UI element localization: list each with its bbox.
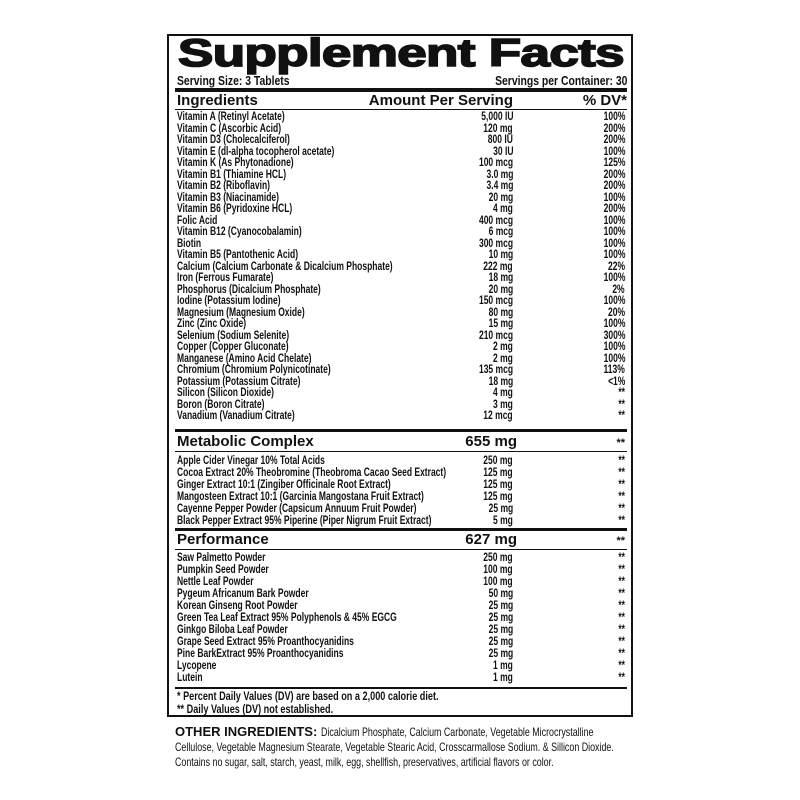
ingredient-dv: 113% bbox=[603, 364, 625, 376]
performance-dv: ** bbox=[616, 535, 625, 547]
ingredient-amount: 20 mg bbox=[488, 283, 513, 296]
ingredient-dv: 100% bbox=[603, 191, 625, 204]
ingredient-name: Vanadium (Vanadium Citrate) bbox=[177, 410, 295, 422]
contains-statement: Contains no sugar, salt, starch, yeast, milk, egg, shellfish, preservatives, artificial flavors or color. bbox=[175, 755, 554, 769]
ingredient-dv: ** bbox=[618, 648, 625, 660]
ingredient-row bbox=[177, 565, 627, 577]
ingredient-row bbox=[177, 492, 627, 504]
ingredient-dv: ** bbox=[618, 660, 625, 672]
other-ingredients-line2: Cellulose, Vegetable Magnesium Stearate, Vegetable Stearic Acid, Crosscarmallose Sodium. & Sillicon Dioxide. bbox=[175, 740, 614, 754]
footnote-dv: * Percent Daily Values (DV) are based on a 2,000 calorie diet. bbox=[177, 689, 439, 703]
ingredient-name: Pine BarkExtract 95% Proanthocyanidins bbox=[177, 648, 344, 660]
ingredient-dv: ** bbox=[618, 479, 625, 491]
ingredient-dv: ** bbox=[618, 624, 625, 636]
ingredient-name: Saw Palmetto Powder bbox=[177, 552, 266, 564]
ingredient-name: Phosphorus (Dicalcium Phosphate) bbox=[177, 283, 321, 296]
ingredient-amount: 50 mg bbox=[488, 588, 513, 600]
amount-header: Amount Per Serving bbox=[368, 92, 513, 109]
ingredient-dv: 100% bbox=[603, 295, 625, 307]
ingredient-amount: 250 mg bbox=[483, 455, 513, 467]
ingredient-dv: 100% bbox=[603, 352, 625, 365]
ingredient-row bbox=[177, 411, 627, 423]
performance-title: Performance bbox=[177, 531, 269, 548]
ingredient-amount: 4 mg bbox=[493, 203, 513, 215]
ingredient-name: Manganese (Amino Acid Chelate) bbox=[177, 352, 312, 365]
ingredient-name: Potassium (Potassium Citrate) bbox=[177, 375, 301, 388]
ingredient-amount: 100 mcg bbox=[478, 157, 513, 169]
ingredient-name: Vitamin E (dl-alpha tocopherol acetate) bbox=[177, 145, 335, 158]
ingredient-dv: 200% bbox=[603, 180, 625, 192]
ingredient-amount: 25 mg bbox=[488, 503, 513, 515]
ingredient-amount: 10 mg bbox=[488, 249, 513, 261]
ingredient-amount: 150 mcg bbox=[478, 295, 513, 307]
dv-header: % DV* bbox=[582, 92, 627, 109]
ingredient-amount: 3 mg bbox=[493, 398, 513, 411]
ingredient-dv: 20% bbox=[607, 306, 625, 319]
ingredient-amount: 300 mcg bbox=[478, 237, 513, 250]
ingredient-row bbox=[177, 227, 627, 239]
ingredient-name: Vitamin C (Ascorbic Acid) bbox=[177, 122, 282, 135]
serving-size: Serving Size: 3 Tablets bbox=[177, 73, 290, 88]
ingredient-name: Apple Cider Vinegar 10% Total Acids bbox=[177, 455, 325, 467]
ingredient-amount: 1 mg bbox=[493, 672, 513, 684]
ingredient-dv: ** bbox=[618, 387, 625, 399]
ingredient-dv: ** bbox=[618, 491, 625, 503]
ingredient-amount: 12 mcg bbox=[483, 410, 513, 422]
ingredient-dv: ** bbox=[618, 398, 625, 411]
ingredient-amount: 25 mg bbox=[488, 624, 513, 636]
ingredient-name: Grape Seed Extract 95% Proanthocyanidins bbox=[177, 636, 354, 648]
ingredient-name: Pygeum Africanum Bark Powder bbox=[177, 588, 309, 600]
ingredient-dv: 100% bbox=[603, 111, 625, 123]
ingredient-name: Ginkgo Biloba Leaf Powder bbox=[177, 624, 288, 636]
ingredient-name: Pumpkin Seed Powder bbox=[177, 564, 269, 576]
divider bbox=[175, 549, 627, 550]
ingredient-amount: 210 mcg bbox=[478, 329, 513, 342]
ingredient-name: Vitamin B6 (Pyridoxine HCL) bbox=[177, 203, 293, 215]
ingredient-amount: 1 mg bbox=[493, 660, 513, 672]
ingredient-amount: 4 mg bbox=[493, 387, 513, 399]
servings-per-container: Servings per Container: 30 bbox=[494, 73, 627, 88]
ingredient-dv: ** bbox=[618, 564, 625, 576]
ingredient-dv: 200% bbox=[603, 122, 625, 135]
ingredient-name: Green Tea Leaf Extract 95% Polyphenols & 45% EGCG bbox=[177, 612, 397, 624]
metabolic-title: Metabolic Complex bbox=[177, 433, 314, 450]
ingredient-name: Silicon (Silicon Dioxide) bbox=[177, 387, 274, 399]
ingredient-dv: ** bbox=[618, 455, 625, 467]
ingredient-dv: 100% bbox=[603, 249, 625, 261]
ingredient-name: Vitamin B3 (Niacinamide) bbox=[177, 191, 279, 204]
ingredient-row bbox=[177, 480, 627, 492]
ingredient-name: Mangosteen Extract 10:1 (Garcinia Mangostana Fruit Extract) bbox=[177, 491, 424, 503]
ingredient-dv: ** bbox=[618, 503, 625, 515]
ingredient-dv: ** bbox=[618, 552, 625, 564]
ingredient-amount: 125 mg bbox=[483, 467, 513, 479]
ingredient-row bbox=[177, 613, 627, 625]
ingredient-name: Vitamin B2 (Riboflavin) bbox=[177, 180, 270, 192]
ingredient-amount: 3.4 mg bbox=[486, 180, 513, 192]
ingredient-dv: 200% bbox=[603, 134, 625, 146]
ingredient-name: Vitamin B12 (Cyanocobalamin) bbox=[177, 226, 302, 238]
performance-amount: 627 mg bbox=[465, 531, 517, 548]
ingredient-amount: 2 mg bbox=[493, 352, 513, 365]
ingredient-amount: 800 IU bbox=[487, 134, 513, 146]
ingredient-name: Korean Ginseng Root Powder bbox=[177, 600, 298, 612]
ingredient-name: Cocoa Extract 20% Theobromine (Theobroma Cacao Seed Extract) bbox=[177, 467, 447, 479]
ingredient-dv: ** bbox=[618, 600, 625, 612]
ingredient-row bbox=[177, 468, 627, 480]
ingredient-amount: 5,000 IU bbox=[480, 111, 513, 123]
ingredient-row bbox=[177, 553, 627, 565]
divider bbox=[175, 109, 627, 110]
ingredient-amount: 222 mg bbox=[483, 260, 513, 273]
footnote-not-established: ** Daily Values (DV) not established. bbox=[177, 702, 334, 716]
ingredient-amount: 25 mg bbox=[488, 600, 513, 612]
ingredient-row bbox=[177, 649, 627, 661]
ingredient-amount: 3.0 mg bbox=[486, 168, 513, 181]
ingredient-dv: ** bbox=[618, 467, 625, 479]
ingredient-row bbox=[177, 661, 627, 673]
ingredient-name: Cayenne Pepper Powder (Capsicum Annuum Fruit Powder) bbox=[177, 503, 417, 515]
ingredient-name: Magnesium (Magnesium Oxide) bbox=[177, 306, 305, 319]
ingredient-dv: 100% bbox=[603, 341, 625, 353]
ingredient-name: Iodine (Potassium Iodine) bbox=[177, 295, 281, 307]
ingredient-row bbox=[177, 589, 627, 601]
ingredient-amount: 400 mcg bbox=[478, 214, 513, 227]
ingredient-name: Iron (Ferrous Fumarate) bbox=[177, 272, 274, 284]
divider bbox=[175, 429, 627, 432]
ingredient-amount: 125 mg bbox=[483, 479, 513, 491]
metabolic-amount: 655 mg bbox=[465, 433, 517, 450]
ingredient-dv: 100% bbox=[603, 237, 625, 250]
ingredient-name: Vitamin B1 (Thiamine HCL) bbox=[177, 168, 287, 181]
ingredient-amount: 18 mg bbox=[488, 272, 513, 284]
ingredient-amount: 2 mg bbox=[493, 341, 513, 353]
ingredient-amount: 25 mg bbox=[488, 612, 513, 624]
ingredient-amount: 100 mg bbox=[483, 576, 513, 588]
ingredient-amount: 125 mg bbox=[483, 491, 513, 503]
ingredient-dv: 100% bbox=[603, 145, 625, 158]
ingredient-dv: 100% bbox=[603, 272, 625, 284]
other-ingredients-line1: Dicalcium Phosphate, Calcium Carbonate, Vegetable Microcrystalline bbox=[320, 725, 594, 739]
other-ingredients bbox=[175, 725, 655, 739]
ingredient-amount: 250 mg bbox=[483, 552, 513, 564]
ingredient-row bbox=[177, 516, 627, 528]
ingredient-name: Biotin bbox=[177, 237, 202, 250]
ingredient-row bbox=[177, 625, 627, 637]
ingredient-dv: 22% bbox=[607, 260, 625, 273]
ingredient-name: Ginger Extract 10:1 (Zingiber Officinale Root Extract) bbox=[177, 479, 391, 491]
ingredient-name: Black Pepper Extract 95% Piperine (Piper Nigrum Fruit Extract) bbox=[177, 515, 432, 527]
ingredient-name: Copper (Copper Gluconate) bbox=[177, 341, 289, 353]
ingredient-amount: 100 mg bbox=[483, 564, 513, 576]
panel-title: Supplement Facts bbox=[178, 32, 624, 75]
ingredient-name: Calcium (Calcium Carbonate & Dicalcium Phosphate) bbox=[177, 260, 393, 273]
ingredient-name: Selenium (Sodium Selenite) bbox=[177, 329, 290, 342]
ingredient-amount: 5 mg bbox=[493, 515, 513, 527]
ingredient-amount: 6 mcg bbox=[488, 226, 513, 238]
ingredient-dv: <1% bbox=[607, 375, 625, 388]
ingredient-name: Vitamin A (Retinyl Acetate) bbox=[177, 111, 285, 123]
ingredient-amount: 20 mg bbox=[488, 191, 513, 204]
ingredient-name: Folic Acid bbox=[177, 214, 218, 227]
ingredient-amount: 18 mg bbox=[488, 375, 513, 388]
ingredient-amount: 25 mg bbox=[488, 648, 513, 660]
ingredient-name: Vitamin B5 (Pantothenic Acid) bbox=[177, 249, 299, 261]
ingredient-row bbox=[177, 204, 627, 216]
ingredient-dv: 100% bbox=[603, 318, 625, 330]
ingredient-row bbox=[177, 673, 627, 685]
ingredient-dv: ** bbox=[618, 588, 625, 600]
ingredient-row bbox=[177, 577, 627, 589]
ingredient-name: Lycopene bbox=[177, 660, 217, 672]
ingredient-dv: ** bbox=[618, 612, 625, 624]
ingredient-dv: 100% bbox=[603, 226, 625, 238]
ingredient-row bbox=[177, 456, 627, 468]
ingredient-name: Vitamin K (As Phytonadione) bbox=[177, 157, 294, 169]
ingredient-amount: 135 mcg bbox=[478, 364, 513, 376]
ingredient-name: Vitamin D3 (Cholecalciferol) bbox=[177, 134, 290, 146]
ingredient-dv: ** bbox=[618, 636, 625, 648]
ingredient-dv: 200% bbox=[603, 203, 625, 215]
ingredient-name: Zinc (Zinc Oxide) bbox=[177, 318, 247, 330]
ingredients-header: Ingredients bbox=[177, 92, 258, 109]
ingredient-row bbox=[177, 637, 627, 649]
ingredient-name: Boron (Boron Citrate) bbox=[177, 398, 265, 411]
ingredient-dv: ** bbox=[618, 576, 625, 588]
ingredient-name: Chromium (Chromium Polynicotinate) bbox=[177, 364, 331, 376]
supplement-facts-panel bbox=[167, 34, 633, 717]
ingredient-dv: ** bbox=[618, 515, 625, 527]
ingredient-dv: 100% bbox=[603, 214, 625, 227]
ingredient-row bbox=[177, 601, 627, 613]
ingredient-name: Nettle Leaf Powder bbox=[177, 576, 254, 588]
ingredient-row bbox=[177, 504, 627, 516]
ingredient-amount: 25 mg bbox=[488, 636, 513, 648]
ingredient-amount: 30 IU bbox=[492, 145, 513, 158]
ingredient-dv: 2% bbox=[612, 283, 625, 296]
ingredient-dv: 125% bbox=[603, 157, 625, 169]
ingredient-dv: 200% bbox=[603, 168, 625, 181]
metabolic-dv: ** bbox=[616, 437, 625, 449]
ingredient-dv: ** bbox=[618, 672, 625, 684]
ingredient-name: Lutein bbox=[177, 672, 203, 684]
divider bbox=[175, 451, 627, 452]
ingredient-dv: 300% bbox=[603, 329, 625, 342]
ingredient-amount: 15 mg bbox=[488, 318, 513, 330]
other-ingredients-label: OTHER INGREDIENTS: bbox=[175, 724, 318, 739]
ingredient-dv: ** bbox=[618, 410, 625, 422]
ingredient-amount: 120 mg bbox=[483, 122, 513, 135]
ingredient-amount: 80 mg bbox=[488, 306, 513, 319]
